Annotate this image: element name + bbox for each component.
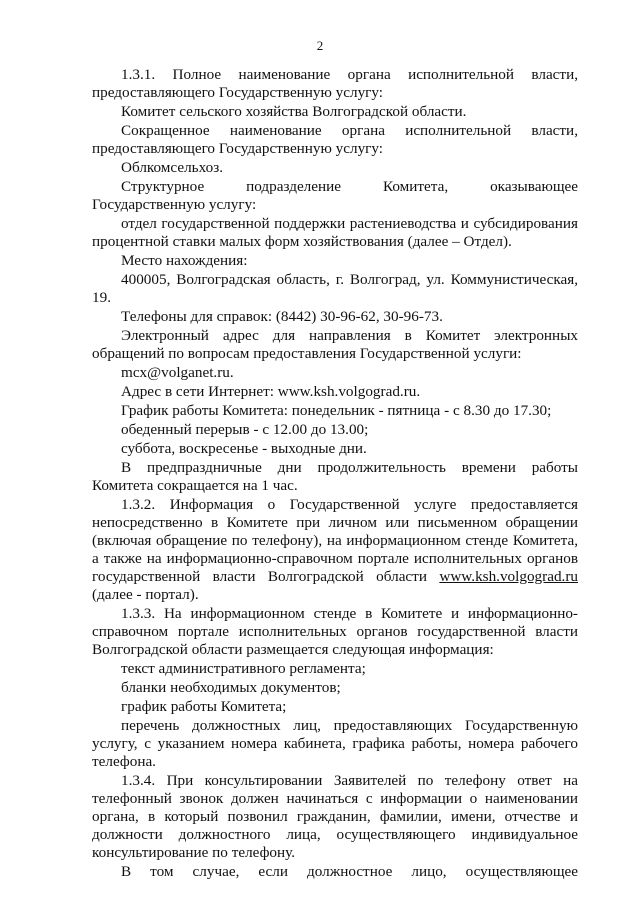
paragraph-department: отдел государственной поддержки растениеводства и субсидирования процентной ставки малых форм хозяйствования (далее – Отдел). [92, 215, 578, 250]
paragraph-short-name: Сокращенное наименование органа исполнительной власти, предоставляющего Государственную услугу: [92, 122, 578, 157]
paragraph-info-sources [92, 496, 578, 604]
document-body [92, 66, 578, 900]
paragraph-committee-name: Комитет сельского хозяйства Волгоградской области. [121, 103, 467, 120]
list-item-officials: перечень должностных лиц, предоставляющих Государственную услугу, с указанием номера кабинета, графика работы, номера рабочего телефона. [92, 717, 578, 770]
list-item-forms: бланки необходимых документов; [121, 679, 341, 696]
paragraph-weekend: суббота, воскресенье - выходные дни. [121, 440, 367, 457]
list-item-schedule: график работы Комитета; [121, 698, 287, 715]
paragraph-address: 400005, Волгоградская область, г. Волгоград, ул. Коммунистическая, 19. [92, 271, 578, 306]
paragraph-continuation: В том случае, если должностное лицо, осуществляющее [121, 863, 578, 880]
paragraph-location-label: Место нахождения: [121, 252, 248, 269]
page-number: 2 [316, 38, 324, 53]
info-sources-text: 1.3.2. Информация о Государственной услуге предоставляется непосредственно в Комитете при личном или письменном обращении (включая обращение по телефону), на информационном стенде Комитета, а также на информационно-справочном портале исполнительных органов государственной власти Волгоградской области [92, 496, 578, 585]
paragraph-pre-holiday: В предпраздничные дни продолжительность времени работы Комитета сокращается на 1 час. [92, 459, 578, 494]
paragraph-schedule: График работы Комитета: понедельник - пятница - с 8.30 до 17.30; [121, 402, 552, 419]
portal-link[interactable]: www.ksh.volgograd.ru [439, 568, 578, 585]
paragraph-structural-unit: Структурное подразделение Комитета, оказывающее Государственную услугу: [92, 178, 578, 213]
paragraph-email-label: Электронный адрес для направления в Комитет электронных обращений по вопросам предоставления Государственной услуги: [92, 327, 578, 362]
paragraph-full-name: 1.3.1. Полное наименование органа исполнительной власти, предоставляющего Государственную услугу: [92, 66, 578, 101]
paragraph-short-name-value: Облкомсельхоз. [121, 159, 223, 176]
paragraph-phone-consulting: 1.3.4. При консультировании Заявителей по телефону ответ на телефонный звонок должен начинаться с информации о наименовании органа, в который позвонил гражданин, фамилии, имени, отчестве и должности должностного лица, осуществляющего индивидуальное консультирование по телефону. [92, 772, 578, 861]
paragraph-email: mcx@volganet.ru. [121, 364, 234, 381]
paragraph-phones: Телефоны для справок: (8442) 30-96-62, 30-96-73. [121, 308, 443, 325]
info-sources-tail: (далее - портал). [92, 586, 199, 603]
paragraph-lunch-break: обеденный перерыв - с 12.00 до 13.00; [121, 421, 369, 438]
paragraph-website: Адрес в сети Интернет: www.ksh.volgograd.ru. [121, 383, 421, 400]
list-item-regulation: текст административного регламента; [121, 660, 366, 677]
paragraph-info-stand: 1.3.3. На информационном стенде в Комитете и информационно-справочном портале исполнительных органов государственной власти Волгоградской области размещается следующая информация: [92, 605, 578, 658]
